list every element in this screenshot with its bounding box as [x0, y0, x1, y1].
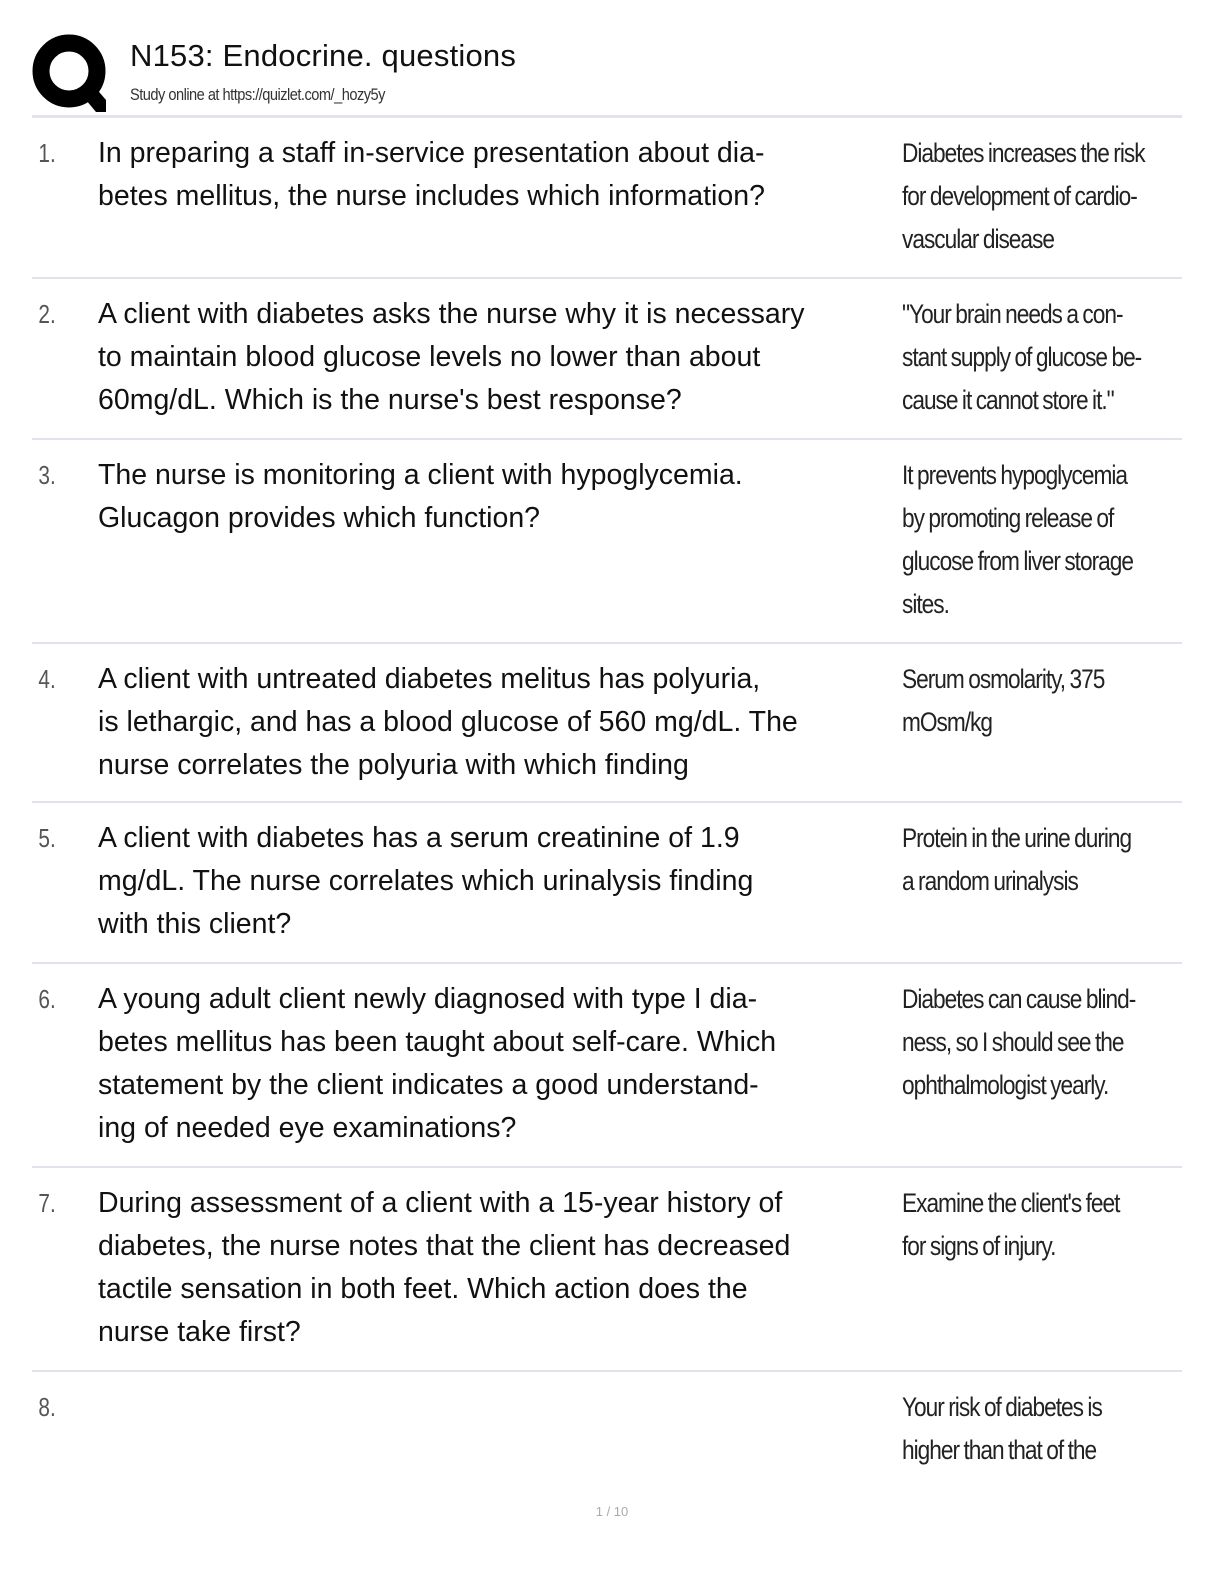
answer-line: for signs of injury.	[902, 1231, 1056, 1261]
answer-line: cause it cannot store it."	[902, 385, 1114, 415]
card-number: 1.	[38, 138, 56, 168]
answer-line: Serum osmolarity, 375	[902, 664, 1105, 694]
document-header	[32, 28, 1182, 116]
card-answer	[902, 1386, 1137, 1472]
card-question	[98, 658, 902, 787]
question-line: A client with diabetes asks the nurse why it is necessary	[98, 298, 805, 330]
flashcard-row	[32, 803, 1182, 964]
question-line: mg/dL. The nurse correlates which urinalysis finding	[98, 865, 754, 897]
flashcard-row	[32, 1372, 1182, 1472]
flashcard-row	[32, 118, 1182, 279]
answer-line: "Your brain needs a con-	[902, 299, 1123, 329]
card-number: 4.	[38, 664, 56, 694]
question-line: Glucagon provides which function?	[98, 502, 541, 534]
question-line: In preparing a staff in-service presentation about dia-	[98, 137, 765, 169]
card-answer	[902, 132, 1145, 261]
card-answer	[902, 658, 1137, 744]
answer-line: glucose from liver storage	[902, 546, 1133, 576]
question-line: is lethargic, and has a blood glucose of 560 mg/dL. The	[98, 706, 798, 738]
question-line: to maintain blood glucose levels no lower than about	[98, 341, 761, 373]
answer-line: sites.	[902, 589, 949, 619]
question-line: nurse correlates the polyuria with which finding	[98, 749, 689, 781]
answer-line: a random urinalysis	[902, 866, 1078, 896]
answer-line: Your risk of diabetes is	[902, 1392, 1102, 1422]
card-number: 7.	[38, 1188, 56, 1218]
question-line: nurse take first?	[98, 1316, 301, 1348]
flashcard-row	[32, 964, 1182, 1168]
answer-line: ophthalmologist yearly.	[902, 1070, 1109, 1100]
question-line: 60mg/dL. Which is the nurse's best response?	[98, 384, 682, 416]
card-number: 2.	[38, 299, 56, 329]
question-line: During assessment of a client with a 15-year history of	[98, 1187, 783, 1219]
question-line: A client with diabetes has a serum creatinine of 1.9	[98, 822, 740, 854]
page-indicator: 1 / 10	[595, 1504, 629, 1519]
card-answer	[902, 454, 1137, 626]
card-question	[98, 1182, 902, 1354]
question-line: The nurse is monitoring a client with hypoglycemia.	[98, 459, 743, 491]
quizlet-logo-icon	[32, 34, 112, 114]
flashcard-row	[32, 279, 1182, 440]
answer-line: vascular disease	[902, 224, 1054, 254]
card-question	[98, 293, 902, 422]
question-line: with this client?	[98, 908, 292, 940]
study-online-link[interactable]: Study online at https://quizlet.com/_hozy5y	[130, 85, 385, 104]
question-line: betes mellitus has been taught about self-care. Which	[98, 1026, 777, 1058]
card-answer	[902, 817, 1137, 903]
set-title: N153: Endocrine. questions	[130, 38, 517, 73]
answer-line: Diabetes can cause blind-	[902, 984, 1136, 1014]
question-line: ing of needed eye examinations?	[98, 1112, 517, 1144]
answer-line: for development of cardio-	[902, 181, 1137, 211]
card-number: 5.	[38, 823, 56, 853]
card-question	[98, 132, 902, 218]
card-number: 6.	[38, 984, 56, 1014]
answer-line: Diabetes increases the risk	[902, 138, 1145, 168]
question-line: tactile sensation in both feet. Which action does the	[98, 1273, 748, 1305]
answer-line: by promoting release of	[902, 503, 1114, 533]
answer-line: ness, so I should see the	[902, 1027, 1124, 1057]
card-question	[98, 978, 902, 1150]
answer-line: Examine the client's feet	[902, 1188, 1120, 1218]
question-line: diabetes, the nurse notes that the client has decreased	[98, 1230, 791, 1262]
question-line: statement by the client indicates a good understand-	[98, 1069, 759, 1101]
card-question	[98, 454, 902, 540]
answer-line: stant supply of glucose be-	[902, 342, 1142, 372]
card-answer	[902, 293, 1142, 422]
answer-line: Protein in the urine during	[902, 823, 1132, 853]
question-line: A client with untreated diabetes melitus has polyuria,	[98, 663, 761, 695]
flashcard-row	[32, 644, 1182, 803]
answer-line: It prevents hypoglycemia	[902, 460, 1128, 490]
flashcard-row	[32, 1168, 1182, 1372]
card-answer	[902, 978, 1137, 1107]
question-line: A young adult client newly diagnosed with type I dia-	[98, 983, 758, 1015]
card-number: 3.	[38, 460, 56, 490]
answer-line: mOsm/kg	[902, 707, 992, 737]
card-number: 8.	[38, 1392, 56, 1422]
flashcard-list	[32, 118, 1182, 1472]
answer-line: higher than that of the	[902, 1435, 1097, 1465]
question-line: betes mellitus, the nurse includes which information?	[98, 180, 765, 212]
card-question	[98, 817, 902, 946]
card-answer	[902, 1182, 1137, 1268]
flashcard-row	[32, 440, 1182, 644]
